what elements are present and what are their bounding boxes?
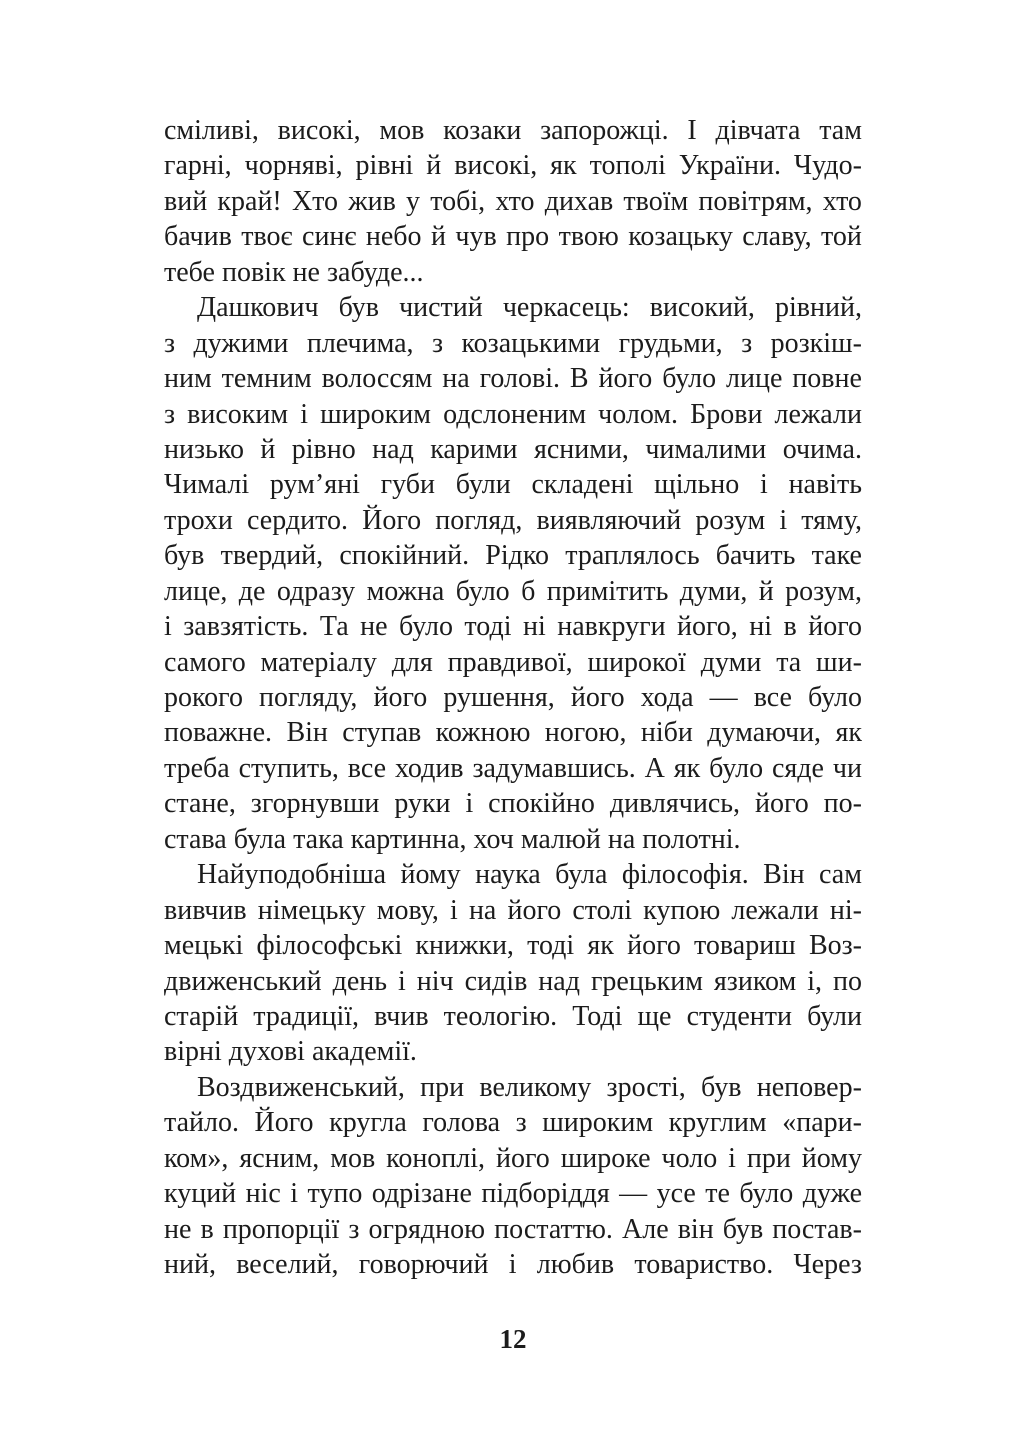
text-line: лице, де одразу можна було б примітить думи, й розум, (164, 575, 862, 607)
text-line: і завзятість. Та не було тоді ні навкруги його, ні в його (164, 611, 862, 643)
text-line: з дужими плечима, з козацькими грудьми, з розкіш- (164, 327, 862, 359)
text-line: гарні, чорняві, рівні й високі, як тополі України. Чудо- (164, 150, 862, 182)
text-line: треба ступить, все ходив задумавшись. А як було сяде чи (164, 752, 862, 784)
text-line: става була така картинна, хоч малюй на полотні. (164, 823, 741, 855)
page-number: 12 (499, 1324, 527, 1354)
text-line: старій традиції, вчив теологію. Тоді ще студенти були (164, 1000, 862, 1032)
text-line: був твердий, спокійний. Рідко траплялось бачить таке (164, 540, 862, 572)
text-line: бачив твоє синє небо й чув про твою козацьку славу, той (164, 221, 862, 253)
text-line: вий край! Хто жив у тобі, хто дихав твоїм повітрям, хто (164, 185, 862, 217)
text-line: мецькі філософські книжки, тоді як його товариш Воз- (164, 930, 862, 962)
text-line: не в пропорції з огрядною постаттю. Але він був постав- (164, 1213, 862, 1245)
text-line: Найуподобніша йому наука була філософія. Він сам (197, 859, 862, 891)
text-line: стане, згорнувши руки і спокійно дивлячись, його по- (164, 788, 862, 820)
text-line: ним темним волоссям на голові. В його було лице повне (164, 363, 862, 395)
text-line: тебе повік не забуде... (164, 256, 424, 288)
text-line: низько й рівно над карими ясними, чималими очима. (164, 433, 862, 465)
text-block (164, 113, 862, 1282)
text-line: движенський день і ніч сидів над грецьким язиком і, по (164, 965, 862, 997)
text-line: трохи сердито. Його погляд, виявляючий розум і тяму, (164, 504, 862, 536)
text-line: ний, веселий, говорючий і любив товариство. Через (164, 1249, 862, 1280)
text-line: тайло. Його кругла голова з широким круглим «пари- (164, 1107, 862, 1139)
text-line: сміливі, високі, мов козаки запорожці. І дівчата там (164, 115, 862, 146)
text-line: Дашкович був чистий черкасець: високий, рівний, (197, 292, 862, 324)
text-line: самого матеріалу для правдивої, широкої думи та ши- (164, 646, 862, 678)
text-line: Чималі рум’яні губи були складені щільно і навіть (164, 469, 862, 501)
text-line: поважне. Він ступав кожною ногою, ніби думаючи, як (164, 717, 862, 749)
text-line: вірні духові академії. (164, 1036, 417, 1068)
text-line: ком», ясним, мов коноплі, його широке чоло і при йому (164, 1142, 862, 1174)
text-line: Воздвиженський, при великому зрості, був неповер- (197, 1071, 862, 1103)
text-line: з високим і широким одслоненим чолом. Брови лежали (164, 398, 862, 430)
text-line: вивчив німецьку мову, і на його столі купою лежали ні- (164, 894, 862, 926)
text-line: рокого погляду, його рушення, його хода — все було (164, 682, 862, 713)
text-line: куций ніс і тупо одрізане підборіддя — усе те було дуже (164, 1178, 862, 1210)
